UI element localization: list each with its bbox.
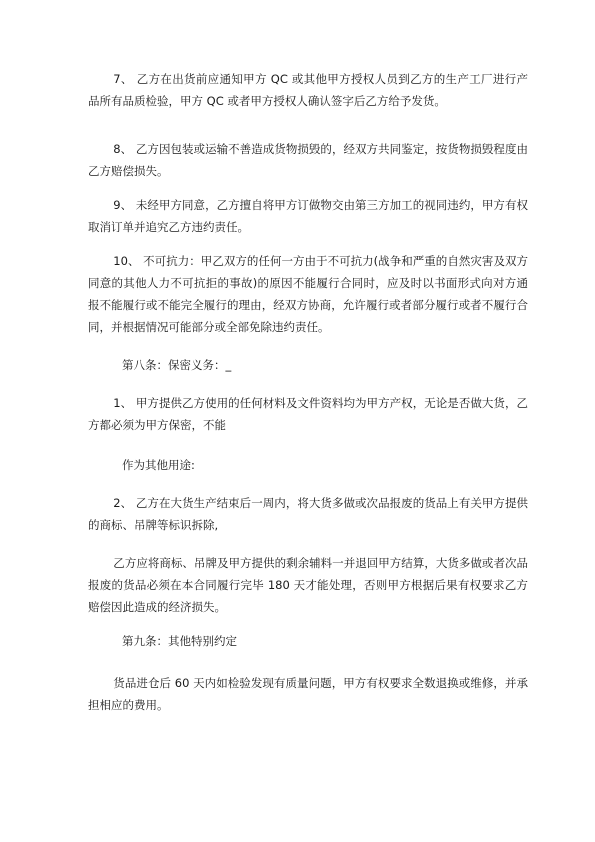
confidentiality-item-1-continuation: 作为其他用途: — [122, 458, 195, 472]
confidentiality-item-2-continuation: 乙方应将商标、吊牌及甲方提供的剩余辅料一并退回甲方结算，大货多做或者次品报废的货品必须在本合同履行完毕 180 天才能处理，否则甲方根据后果有权要求乙方赔偿因此造成的经济损失。 — [88, 556, 528, 614]
clause-7-paragraph: 7、 乙方在出货前应通知甲方 QC 或其他甲方授权人员到乙方的生产工厂进行产品所有品质检验，甲方 QC 或者甲方授权人确认签字后乙方给予发货。 — [88, 72, 528, 108]
clause-8-paragraph: 8、 乙方因包装或运输不善造成货物损毁的，经双方共同鉴定，按货物损毁程度由乙方赔偿损失。 — [88, 142, 528, 178]
clause-9-paragraph: 9、 未经甲方同意，乙方擅自将甲方订做物交由第三方加工的视同违约，甲方有权取消订单并追究乙方违约责任。 — [88, 198, 528, 234]
clause-10-paragraph: 10、 不可抗力：甲乙双方的任何一方由于不可抗力(战争和严重的自然灾害及双方同意的其他人力不可抗拒的事故)的原因不能履行合同时，应及时以书面形式向对方通报不能履行或不能完全履行的理由，经双方协商，允许履行或者部分履行或者不履行合同，并根据情况可能部分或全部免除违约责任。 — [88, 254, 528, 334]
confidentiality-item-2-paragraph: 2、 乙方在大货生产结束后一周内，将大货多做或次品报废的货品上有关甲方提供的商标、吊牌等标识拆除, — [88, 496, 528, 532]
special-terms-paragraph: 货品进仓后 60 天内如检验发现有质量问题，甲方有权要求全数退换或维修，并承担相应的费用。 — [88, 676, 528, 712]
article-8-heading: 第八条：保密义务：_ — [122, 358, 232, 372]
confidentiality-item-1-paragraph: 1、 甲方提供乙方使用的任何材料及文件资料均为甲方产权，无论是否做大货，乙方都必须为甲方保密，不能 — [88, 396, 528, 432]
article-9-heading: 第九条：其他特别约定 — [122, 634, 237, 648]
